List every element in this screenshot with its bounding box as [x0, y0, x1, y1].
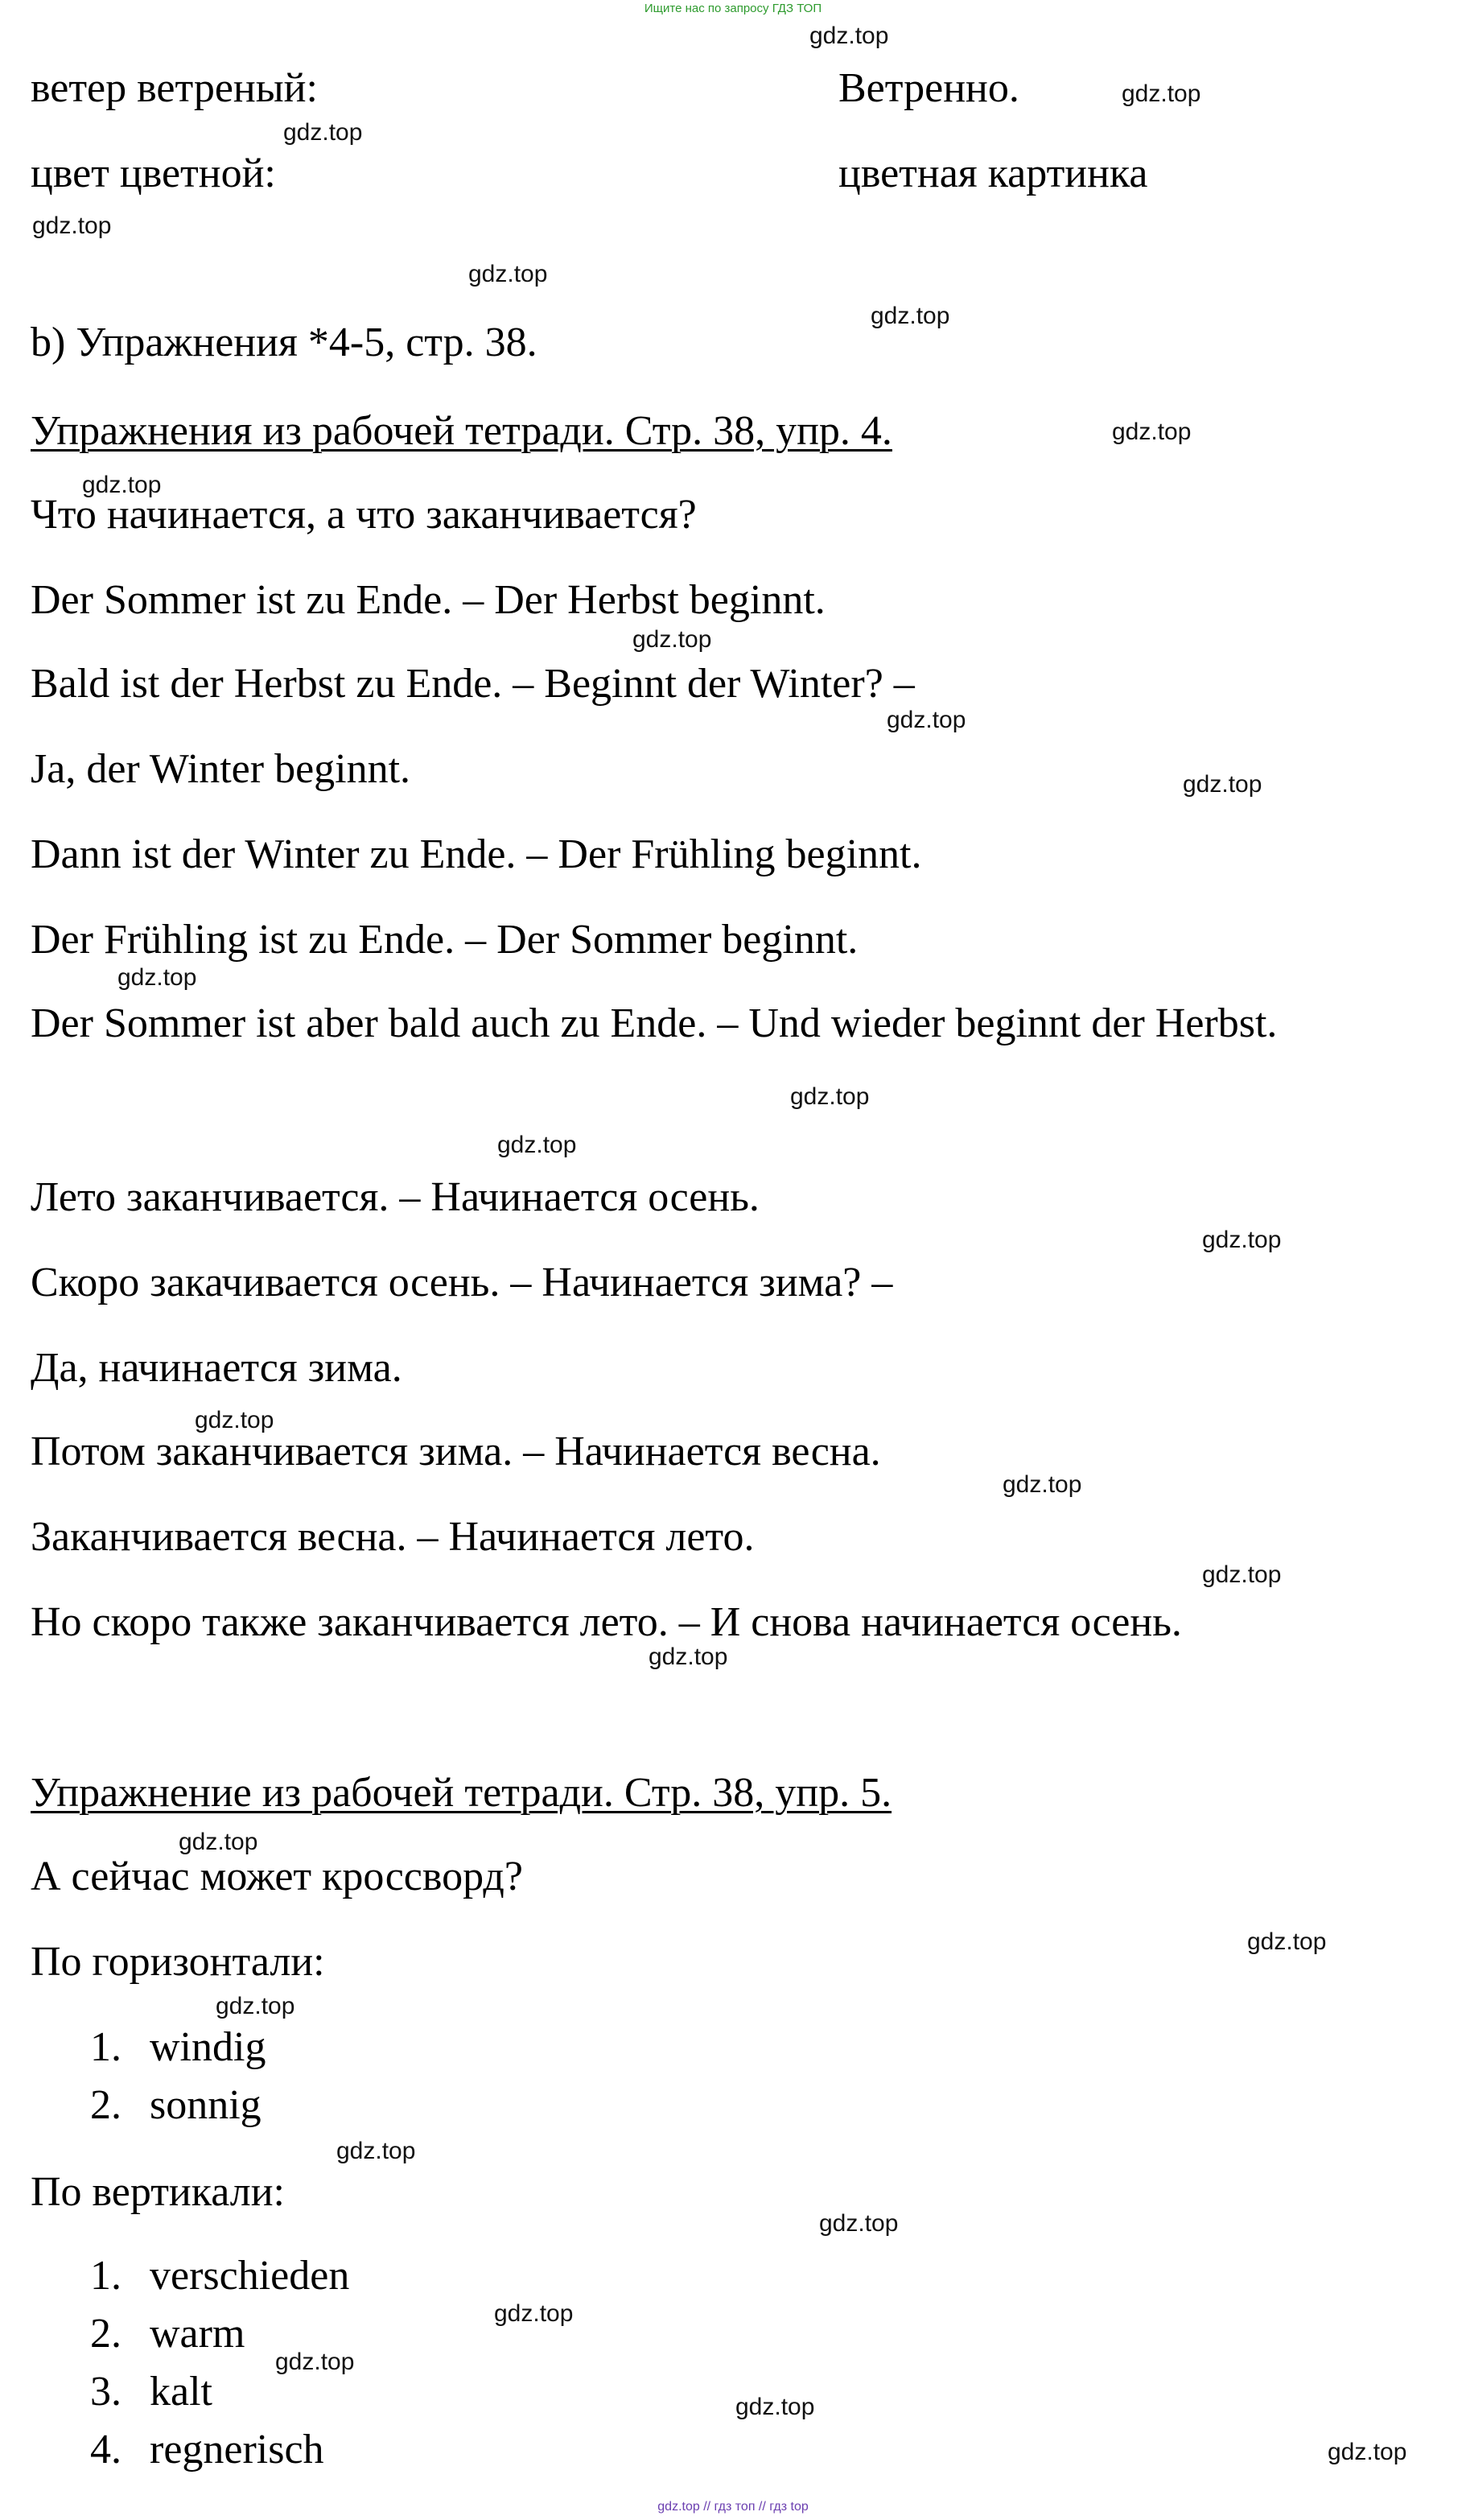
watermark: gdz.top — [871, 303, 950, 329]
watermark: gdz.top — [283, 119, 363, 146]
watermark: gdz.top — [809, 23, 889, 49]
text-line: Да, начинается зима. — [31, 1345, 402, 1391]
watermark: gdz.top — [1202, 1561, 1282, 1588]
watermark: gdz.top — [1183, 771, 1262, 798]
watermark: gdz.top — [468, 261, 548, 287]
watermark: gdz.top — [1003, 1471, 1082, 1498]
text-line: Der Sommer ist aber bald auch zu Ende. – Und wieder beginnt der Herbst. — [31, 1000, 1278, 1046]
section-heading: Упражнения из рабочей тетради. Стр. 38, упр. 4. — [31, 408, 892, 454]
list-item: regnerisch — [150, 2427, 324, 2473]
text-line: Der Sommer ist zu Ende. – Der Herbst beginnt. — [31, 577, 826, 623]
text-line: По горизонтали: — [31, 1939, 325, 1985]
text-line: Ja, der Winter beginnt. — [31, 746, 411, 792]
watermark: gdz.top — [82, 472, 162, 498]
watermark: gdz.top — [216, 1993, 295, 2019]
list-item: verschieden — [150, 2253, 350, 2299]
watermark: gdz.top — [32, 212, 112, 239]
text-line: Потом заканчивается зима. – Начинается весна. — [31, 1429, 881, 1474]
watermark: gdz.top — [1247, 1928, 1327, 1955]
text-line: Dann ist der Winter zu Ende. – Der Frühling beginnt. — [31, 831, 922, 877]
text-line: Лето заканчивается. – Начинается осень. — [31, 1174, 760, 1220]
list-number: 2. — [90, 2082, 121, 2128]
watermark: gdz.top — [1202, 1227, 1282, 1253]
watermark: gdz.top — [1328, 2439, 1407, 2465]
text-line: Но скоро также заканчивается лето. – И снова начинается осень. — [31, 1599, 1182, 1645]
watermark: gdz.top — [195, 1407, 274, 1433]
list-item: sonnig — [150, 2082, 261, 2128]
list-number: 1. — [90, 2253, 121, 2299]
watermark: gdz.top — [790, 1083, 870, 1110]
list-item: warm — [150, 2311, 245, 2357]
watermark: gdz.top — [819, 2210, 899, 2237]
watermark: gdz.top — [1122, 80, 1201, 107]
watermark: gdz.top — [179, 1829, 258, 1855]
text-line: Der Frühling ist zu Ende. – Der Sommer beginnt. — [31, 917, 859, 963]
watermark: gdz.top — [1112, 419, 1192, 445]
watermark: gdz.top — [735, 2394, 815, 2420]
watermark: gdz.top — [649, 1644, 728, 1670]
list-item: windig — [150, 2024, 266, 2070]
text-line: Скоро закачивается осень. – Начинается зима? – — [31, 1260, 893, 1305]
text-line: цвет цветной: — [31, 151, 276, 196]
text-line: Bald ist der Herbst zu Ende. – Beginnt der Winter? – — [31, 661, 915, 707]
text-line: цветная картинка — [838, 151, 1148, 196]
list-number: 3. — [90, 2369, 121, 2415]
text-line: b) Упражнения *4-5, стр. 38. — [31, 320, 537, 365]
text-line: Заканчивается весна. – Начинается лето. — [31, 1514, 755, 1560]
footer: gdz.top // гдз топ // гдз top — [657, 2500, 809, 2514]
watermark: gdz.top — [497, 1132, 577, 1158]
text-line: Что начинается, а что заканчивается? — [31, 492, 697, 538]
section-heading: Упражнение из рабочей тетради. Стр. 38, упр. 5. — [31, 1770, 892, 1816]
watermark: gdz.top — [117, 964, 197, 991]
list-number: 1. — [90, 2024, 121, 2070]
watermark: gdz.top — [494, 2300, 574, 2327]
list-number: 2. — [90, 2311, 121, 2357]
top-banner: Ищите нас по запросу ГДЗ ТОП — [644, 2, 822, 15]
text-line: По вертикали: — [31, 2169, 285, 2215]
text-line: А сейчас может кроссворд? — [31, 1854, 523, 1899]
watermark: gdz.top — [632, 626, 712, 653]
list-number: 4. — [90, 2427, 121, 2473]
text-line: ветер ветреный: — [31, 65, 318, 111]
watermark: gdz.top — [887, 707, 966, 733]
watermark: gdz.top — [336, 2138, 416, 2164]
text-line: Ветренно. — [838, 65, 1019, 111]
watermark: gdz.top — [275, 2349, 355, 2375]
list-item: kalt — [150, 2369, 212, 2415]
